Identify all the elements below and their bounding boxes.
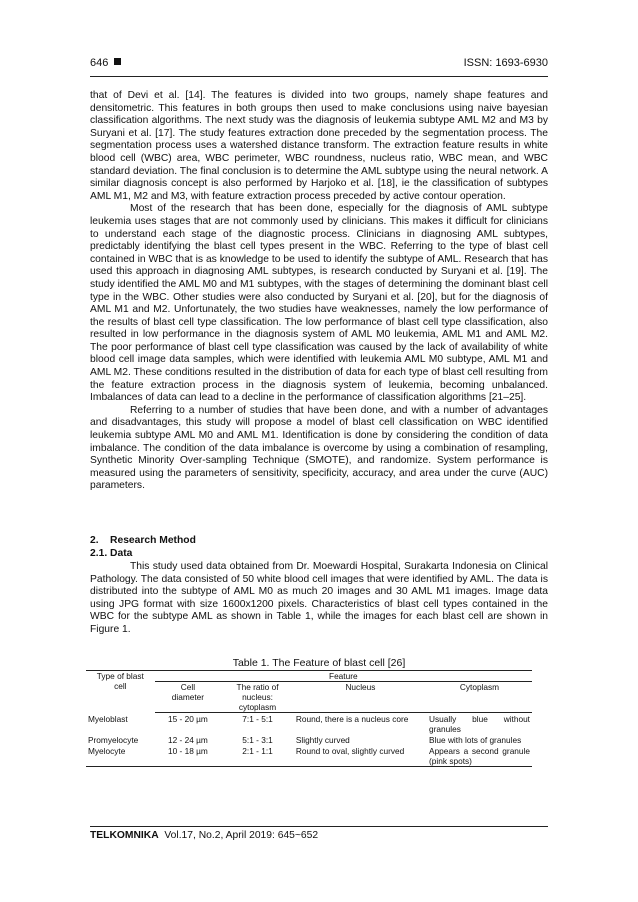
journal-citation: Vol.17, No.2, April 2019: 645~652 [164, 830, 319, 841]
table-row: Promyelocyte 12 - 24 µm 5:1 - 3:1 Slightly curved Blue with lots of granules [88, 735, 522, 745]
page-number: 646 [90, 57, 121, 69]
paragraph: Most of the research that has been done, especially for the diagnosis of AML subtype leukemia uses stages that are not commonly used by clinicians. This makes it difficult for clinicians to understand each stage of the diagnostic process. Clinicians in diagnosing AML subtypes, predictably identifying the blast cell types present in the WBC. Referring to the type of blast cell contained in WBC that is as knowledge to be used to identify the subtype of AML. Research that has used this approach in diagnosing AML subtypes, is research conducted by Suryani et al. [19]. The study identified the AML M0 and M1 subtypes, with the stages of determining the dominant blast cell type in the WBC. Other studies were also conducted by Suryani et al. [20], but for the diagnosis of AML M1 and M2. Unfortunately, the two studies have weaknesses, namely the low performance of the results of blast cell type classification. The low performance of blast cell type classification, also resulted in low performance in the diagnosis system of AML M0 leukemia, AML M1 and AML M2. The poor performance of blast cell type classification was caused by the lack of availability of white blood cell image data samples, which were identified with leukemia AML M0 subtype, AML M1 and AML M2. These conditions resulted in the distribution of data for each type of blast cell resulting from the feature extraction process in the diagnosis system of leukemia, becoming unbalanced. Imbalances of data can lead to a decline in the performance of classification algorithms [21–25]. [90, 203, 548, 404]
ratio-header: The ratio of nucleus: cytoplasm [221, 682, 294, 713]
square-bullet-icon [114, 58, 121, 65]
table-row: Myeloblast 15 - 20 µm 7:1 - 5:1 Round, there is a nucleus core Usually blue without granules [88, 713, 530, 734]
paragraph: Referring to a number of studies that have been done, and with a number of advantages and disadvantages, this study will propose a model of blast cell classification on WBC identified leukemia subtype AML M0 and AML M1. Identification is done by considering the condition of data imbalance. The condition of the data imbalance is overcome by using a combination of resampling, Synthetic Minority Over-sampling Technique (SMOTE), and randomize. System performance is measured using the parameters of sensitivity, specificity, accuracy, and area under the curve (AUC) parameters. [90, 404, 548, 492]
data-paragraph: This study used data obtained from Dr. Moewardi Hospital, Surakarta Indonesia on Clinical Pathology. The data consisted of 50 white blood cell images that were identified by AML. The data is distributed into the subtype of AML M0 as much 20 images and 30 AML M1 images. Image data using JPG format with size 1600x1200 pixels. Characteristics of blast cell types contained in the WBC for the subtype AML as shown in Table 1, while the images for each blast cell are shown in Figure 1. [90, 561, 548, 635]
section-heading: 2. Research Method [90, 535, 196, 546]
journal-name: TELKOMNIKA [90, 830, 159, 841]
issn-label: ISSN: 1693-6930 [463, 57, 548, 69]
header-rule [90, 76, 548, 77]
page-footer [90, 830, 318, 841]
page-header [90, 57, 548, 73]
subsection-heading: 2.1. Data [90, 548, 133, 559]
body-text [90, 90, 548, 493]
type-header: Type of blast cell [86, 671, 155, 713]
table-caption: Table 1. The Feature of blast cell [26] [232, 657, 406, 669]
feature-header: Feature [155, 671, 532, 682]
cytoplasm-header: Cytoplasm [427, 682, 532, 713]
diameter-header: Cell diameter [155, 682, 222, 713]
blast-cell-feature-table [86, 670, 532, 767]
footer-rule [90, 826, 548, 827]
nucleus-header: Nucleus [294, 682, 427, 713]
table-row: Myelocyte 10 - 18 µm 2:1 - 1:1 Round to oval, slightly curved Appears a second granule (pink spots) [88, 746, 530, 766]
paragraph: that of Devi et al. [14]. The features is divided into two groups, namely shape features and densitometric. This features in both groups then used to make conclusions using naive bayesian classification algorithms. The next study was the diagnosis of leukemia subtype AML M2 and M3 by Suryani et al. [17]. The study features extraction done preceded by the segmentation process. The segmentation process uses a watershed distance transform. The extraction feature results in white blood cell (WBC) area, WBC perimeter, WBC roundness, nucleus ratio, WBC mean, and WBC standard deviation. The final conclusion is to determine the AML subtype using the neural network. A similar diagnosis concept is also performed by Harjoko et al. [18], ie the classification of subtypes AML M1, M2 and M3, with feature extraction process preceded by active contour operation. [90, 90, 548, 202]
